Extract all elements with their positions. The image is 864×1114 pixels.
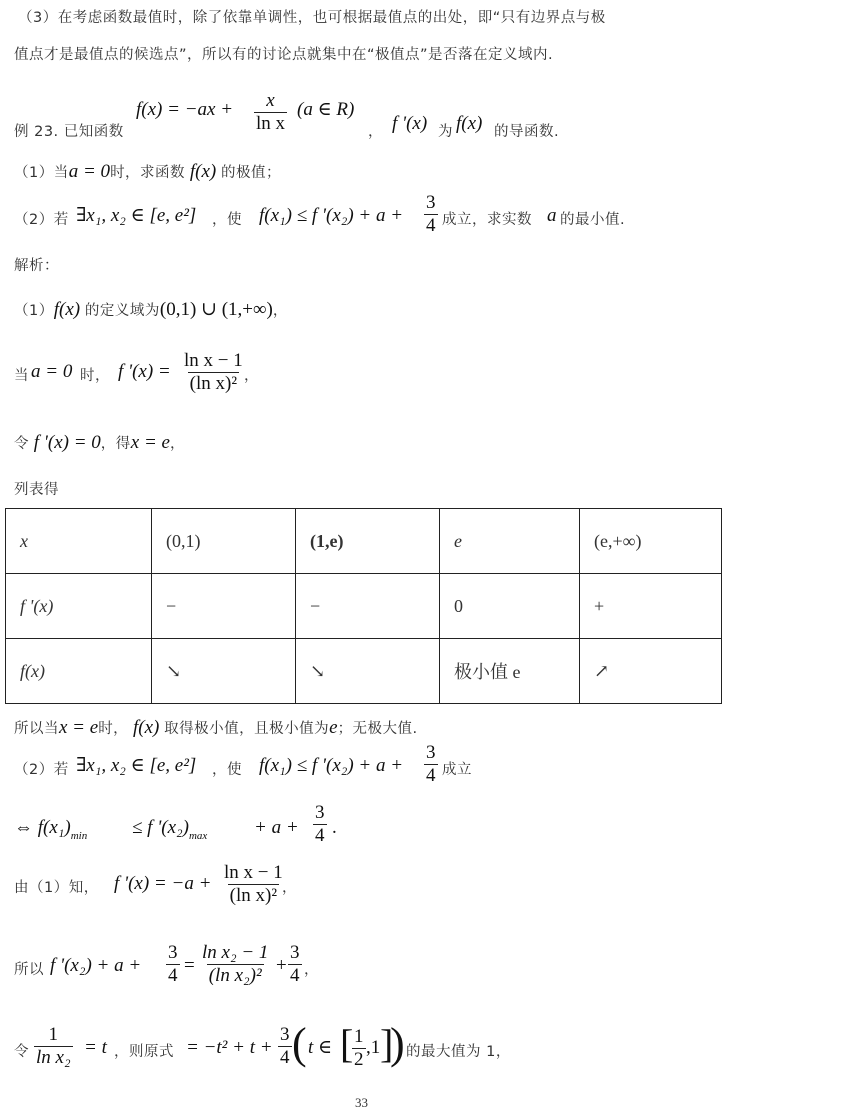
s1-function: f(x) bbox=[53, 299, 81, 320]
s1-domain: (0,1) ∪ (1,+∞) bbox=[159, 299, 273, 320]
s2-prefix: 当 bbox=[14, 368, 29, 384]
increasing-arrow-icon: ↗ bbox=[580, 639, 722, 704]
s1-end: ， bbox=[272, 303, 288, 319]
function-fraction bbox=[254, 90, 287, 135]
s2-frac-num: ln x − 1 bbox=[184, 350, 243, 371]
c6-prefix: 令 bbox=[14, 1044, 29, 1060]
c4-frac-num: ln x − 1 bbox=[224, 862, 283, 883]
s2-lhs: f '(x) = bbox=[118, 361, 171, 382]
function-lhs: f(x) = −ax + bbox=[136, 99, 234, 120]
q2-variable-a: a bbox=[547, 205, 557, 226]
table-cell: 极小值 e bbox=[440, 639, 580, 704]
table-cell: e bbox=[440, 509, 580, 574]
decreasing-arrow-icon: ↘ bbox=[296, 639, 440, 704]
c2-inequality: f(x₁) ≤ f '(x₂) + a + bbox=[259, 755, 404, 776]
s1-mid: 的定义域为 bbox=[84, 303, 160, 319]
q2-frac-den: 4 bbox=[426, 215, 436, 236]
c5-plus: + bbox=[276, 955, 287, 976]
c5-frac1-den: 4 bbox=[168, 965, 178, 986]
table-row-x bbox=[6, 509, 722, 574]
intro-line-2: 值点才是最值点的候选点”，所以有的讨论点就集中在“极值点”是否落在定义域内. bbox=[14, 47, 554, 63]
c6-frac2-num: 3 bbox=[280, 1024, 290, 1045]
c5-frac2-den: (ln x₂)² bbox=[208, 965, 262, 986]
c6-frac2-den: 4 bbox=[280, 1047, 290, 1068]
table-cell: − bbox=[296, 574, 440, 639]
page-number: 33 bbox=[355, 1095, 368, 1110]
q1-prefix: （1）当 bbox=[14, 165, 69, 181]
q1-tail: 的极值； bbox=[221, 165, 281, 181]
c2-shi: ，使 bbox=[212, 762, 242, 778]
c1-mid: 时， bbox=[98, 721, 129, 737]
example-tail: 的导函数. bbox=[494, 124, 560, 140]
decreasing-arrow-icon: ↘ bbox=[152, 639, 296, 704]
c5-fraction-2 bbox=[200, 942, 270, 987]
q2-shi: ，使 bbox=[212, 212, 242, 228]
c6-tail: 的最大值为 1， bbox=[406, 1044, 511, 1060]
q2-inequality: f(x₁) ≤ f '(x₂) + a + bbox=[259, 205, 404, 226]
c1-prefix: 所以当 bbox=[14, 721, 59, 737]
c1-min-value: e bbox=[329, 717, 338, 738]
c6-half-den: 2 bbox=[354, 1049, 364, 1070]
function-condition: (a ∈ R) bbox=[297, 99, 355, 120]
c3-end: . bbox=[332, 817, 337, 838]
s2-frac-den: (ln x)² bbox=[189, 373, 238, 394]
table-cell: − bbox=[152, 574, 296, 639]
table-cell: 0 bbox=[440, 574, 580, 639]
c6-equals-t: = t bbox=[84, 1037, 107, 1058]
intro-line-1: （3）在考虑函数最值时，除了依靠单调性，也可根据最值点的出处，即“只有边界点与极 bbox=[18, 10, 606, 26]
table-row-derivative bbox=[6, 574, 722, 639]
s3-prefix: 令 bbox=[14, 436, 29, 452]
comma: ， bbox=[368, 124, 383, 140]
c6-mid: ，则原式 bbox=[114, 1044, 174, 1060]
c1-function: f(x) bbox=[132, 717, 160, 738]
s3-equation: f '(x) = 0 bbox=[33, 432, 101, 453]
c6-fraction-2 bbox=[278, 1024, 292, 1069]
c4-fraction bbox=[222, 862, 285, 907]
c3-plus: + a + bbox=[254, 817, 299, 838]
fraction-denominator: ln x bbox=[256, 113, 286, 134]
table-cell: (e,+∞) bbox=[580, 509, 722, 574]
c2-prefix: （2）若 bbox=[14, 762, 69, 778]
solution-step-4: 列表得 bbox=[14, 482, 59, 498]
c5-frac2-num: ln x₂ − 1 bbox=[202, 942, 269, 963]
c4-end: ， bbox=[282, 880, 297, 896]
c3-mid: ≤ f '(x₂) bbox=[132, 817, 189, 838]
s2-mid: 时， bbox=[80, 368, 110, 384]
q1-mid: 时，求函数 bbox=[110, 165, 186, 181]
c5-fraction-3 bbox=[288, 942, 302, 987]
c6-half-num: 1 bbox=[354, 1026, 364, 1047]
fraction-numerator: x bbox=[266, 90, 275, 111]
c2-fraction bbox=[424, 742, 438, 787]
solution-heading: 解析： bbox=[14, 258, 59, 274]
right-paren: ) bbox=[390, 1019, 405, 1068]
s3-mid: ，得 bbox=[100, 436, 131, 452]
example-label: 例 23. 已知函数 bbox=[14, 124, 124, 140]
c3-math: ⇔ f(x₁) bbox=[14, 817, 71, 838]
c1-condition: x = e bbox=[59, 717, 99, 738]
s2-end: ， bbox=[244, 368, 259, 384]
table-cell: + bbox=[580, 574, 722, 639]
q2-tail: 成立，求实数 bbox=[442, 212, 532, 228]
c6-upper-bound: ,1 bbox=[366, 1037, 381, 1058]
q2-end: 的最小值. bbox=[560, 212, 626, 228]
c2-tail: 成立 bbox=[442, 762, 472, 778]
c3-rhs bbox=[132, 818, 207, 846]
c5-frac1-num: 3 bbox=[168, 942, 178, 963]
table-cell: (1,e) bbox=[296, 509, 440, 574]
c6-frac-num: 1 bbox=[48, 1024, 59, 1045]
c6-half-fraction bbox=[352, 1026, 366, 1071]
c3-min-subscript: min bbox=[70, 830, 88, 842]
c4-prefix: 由（1）知， bbox=[14, 880, 99, 896]
c1-end: ；无极大值. bbox=[337, 721, 418, 737]
q2-exists-clause: ∃x₁, x₂ ∈ [e, e²] bbox=[76, 205, 197, 226]
left-paren: ( bbox=[292, 1019, 307, 1068]
c5-frac3-den: 4 bbox=[290, 965, 300, 986]
c3-frac-num: 3 bbox=[315, 802, 325, 823]
left-bracket: [ bbox=[340, 1021, 354, 1066]
sign-table bbox=[5, 508, 722, 704]
c3-fraction bbox=[313, 802, 327, 847]
question-1 bbox=[14, 162, 281, 183]
right-bracket: ] bbox=[380, 1021, 394, 1066]
c5-lhs: f '(x₂) + a + bbox=[50, 955, 142, 976]
table-cell: x bbox=[6, 509, 152, 574]
wei-text: 为 bbox=[438, 124, 453, 140]
function-symbol: f(x) bbox=[456, 113, 483, 134]
c5-prefix: 所以 bbox=[14, 962, 44, 978]
q1-function: f(x) bbox=[189, 161, 217, 182]
c6-expression: = −t² + t + bbox=[186, 1037, 273, 1058]
c5-equals: = bbox=[184, 955, 195, 976]
q2-fraction bbox=[424, 192, 438, 237]
s2-condition: a = 0 bbox=[31, 361, 73, 382]
c6-frac-den: ln x₂ bbox=[36, 1047, 71, 1068]
c5-frac3-num: 3 bbox=[290, 942, 300, 963]
derivative-symbol: f '(x) bbox=[392, 113, 428, 134]
c4-frac-den: (ln x)² bbox=[229, 885, 278, 906]
solution-step-3 bbox=[14, 433, 185, 454]
c5-fraction-1 bbox=[166, 942, 180, 987]
conclusion-1 bbox=[14, 718, 418, 739]
c5-end: ， bbox=[304, 962, 319, 978]
table-cell: f '(x) bbox=[6, 574, 152, 639]
c3-lhs bbox=[14, 818, 87, 846]
s1-prefix: （1） bbox=[14, 303, 54, 319]
c2-frac-num: 3 bbox=[426, 742, 436, 763]
c6-fraction bbox=[34, 1024, 73, 1069]
c4-lhs: f '(x) = −a + bbox=[114, 873, 212, 894]
s2-fraction bbox=[182, 350, 245, 395]
q2-frac-num: 3 bbox=[426, 192, 436, 213]
c3-max-subscript: max bbox=[188, 830, 208, 842]
table-cell: (0,1) bbox=[152, 509, 296, 574]
q1-condition: a = 0 bbox=[68, 161, 111, 182]
c6-t-in: t ∈ bbox=[308, 1037, 333, 1058]
q2-prefix: （2）若 bbox=[14, 212, 69, 228]
s3-end: ， bbox=[169, 436, 185, 452]
c3-frac-den: 4 bbox=[315, 825, 325, 846]
c1-text: 取得极小值，且极小值为 bbox=[164, 721, 330, 737]
c2-exists-clause: ∃x₁, x₂ ∈ [e, e²] bbox=[76, 755, 197, 776]
c2-frac-den: 4 bbox=[426, 765, 436, 786]
s3-result: x = e bbox=[130, 432, 170, 453]
solution-step-1 bbox=[14, 300, 288, 321]
table-cell: f(x) bbox=[6, 639, 152, 704]
table-row-function bbox=[6, 639, 722, 704]
